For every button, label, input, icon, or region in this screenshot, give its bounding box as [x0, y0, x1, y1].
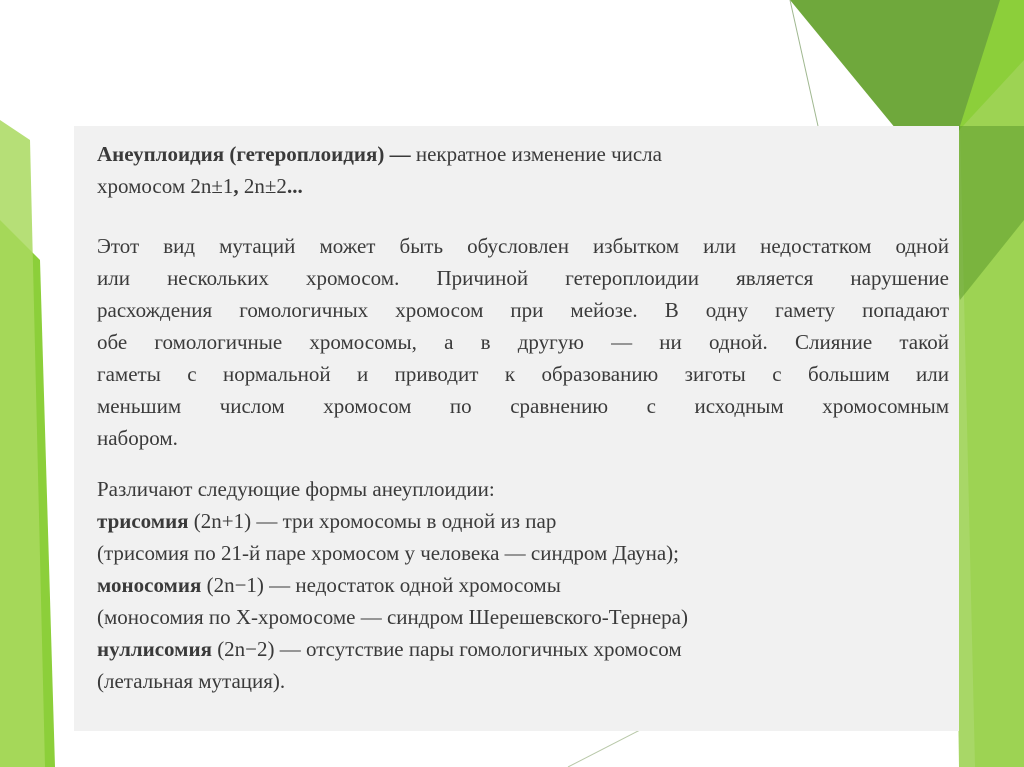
form-term: трисомия [97, 509, 189, 533]
definition-paragraph [97, 138, 949, 202]
explanation-line: обе гомологичные хромосомы, а в другую — ни одной. Слияние такой [97, 330, 949, 354]
forms-intro: Различают следующие формы анеуплоидии: [97, 477, 495, 501]
definition-separator: , [233, 174, 244, 198]
explanation-line: или нескольких хромосом. Причиной гетероплоидии является нарушение [97, 266, 949, 290]
form-trisomy [97, 505, 949, 537]
explanation-paragraph [97, 230, 949, 454]
form-term: моносомия [97, 573, 202, 597]
form-description: (2n+1) — три хромосомы в одной из пар [188, 509, 557, 533]
form-term: нуллисомия [97, 637, 212, 661]
decoration-line-bottom [568, 730, 640, 767]
form-description: (2n−2) — отсутствие пары гомологичных хромосом [211, 637, 682, 661]
definition-line-2 [97, 170, 949, 202]
definition-text: некратное изменение числа [410, 142, 662, 166]
explanation-line: набором. [97, 426, 178, 450]
explanation-line: гаметы с нормальной и приводит к образованию зиготы с большим или [97, 362, 949, 386]
definition-line-1 [97, 138, 949, 170]
definition-term: Анеуплоидия (гетероплоидия) — [97, 142, 411, 166]
definition-formula-2: 2n±2 [243, 174, 287, 198]
explanation-line: расхождения гомологичных хромосом при мейозе. В одну гамету попадают [97, 298, 949, 322]
definition-formula-1: хромосом 2n±1 [97, 174, 234, 198]
form-nullisomy [97, 633, 949, 665]
form-note: (моносомия по X-хромосоме — синдром Шерешевского-Тернера) [97, 605, 688, 629]
form-monosomy [97, 569, 949, 601]
form-note: (трисомия по 21-й паре хромосом у человека — синдром Дауна); [97, 541, 680, 565]
explanation-line: Этот вид мутаций может быть обусловлен избытком или недостатком одной [97, 234, 949, 258]
form-description: (2n−1) — недостаток одной хромосомы [201, 573, 561, 597]
forms-section [97, 473, 949, 697]
definition-ellipsis: ... [286, 174, 303, 198]
form-note: (летальная мутация). [97, 669, 286, 693]
explanation-line: меньшим числом хромосом по сравнению с исходным хромосомным [97, 394, 949, 418]
